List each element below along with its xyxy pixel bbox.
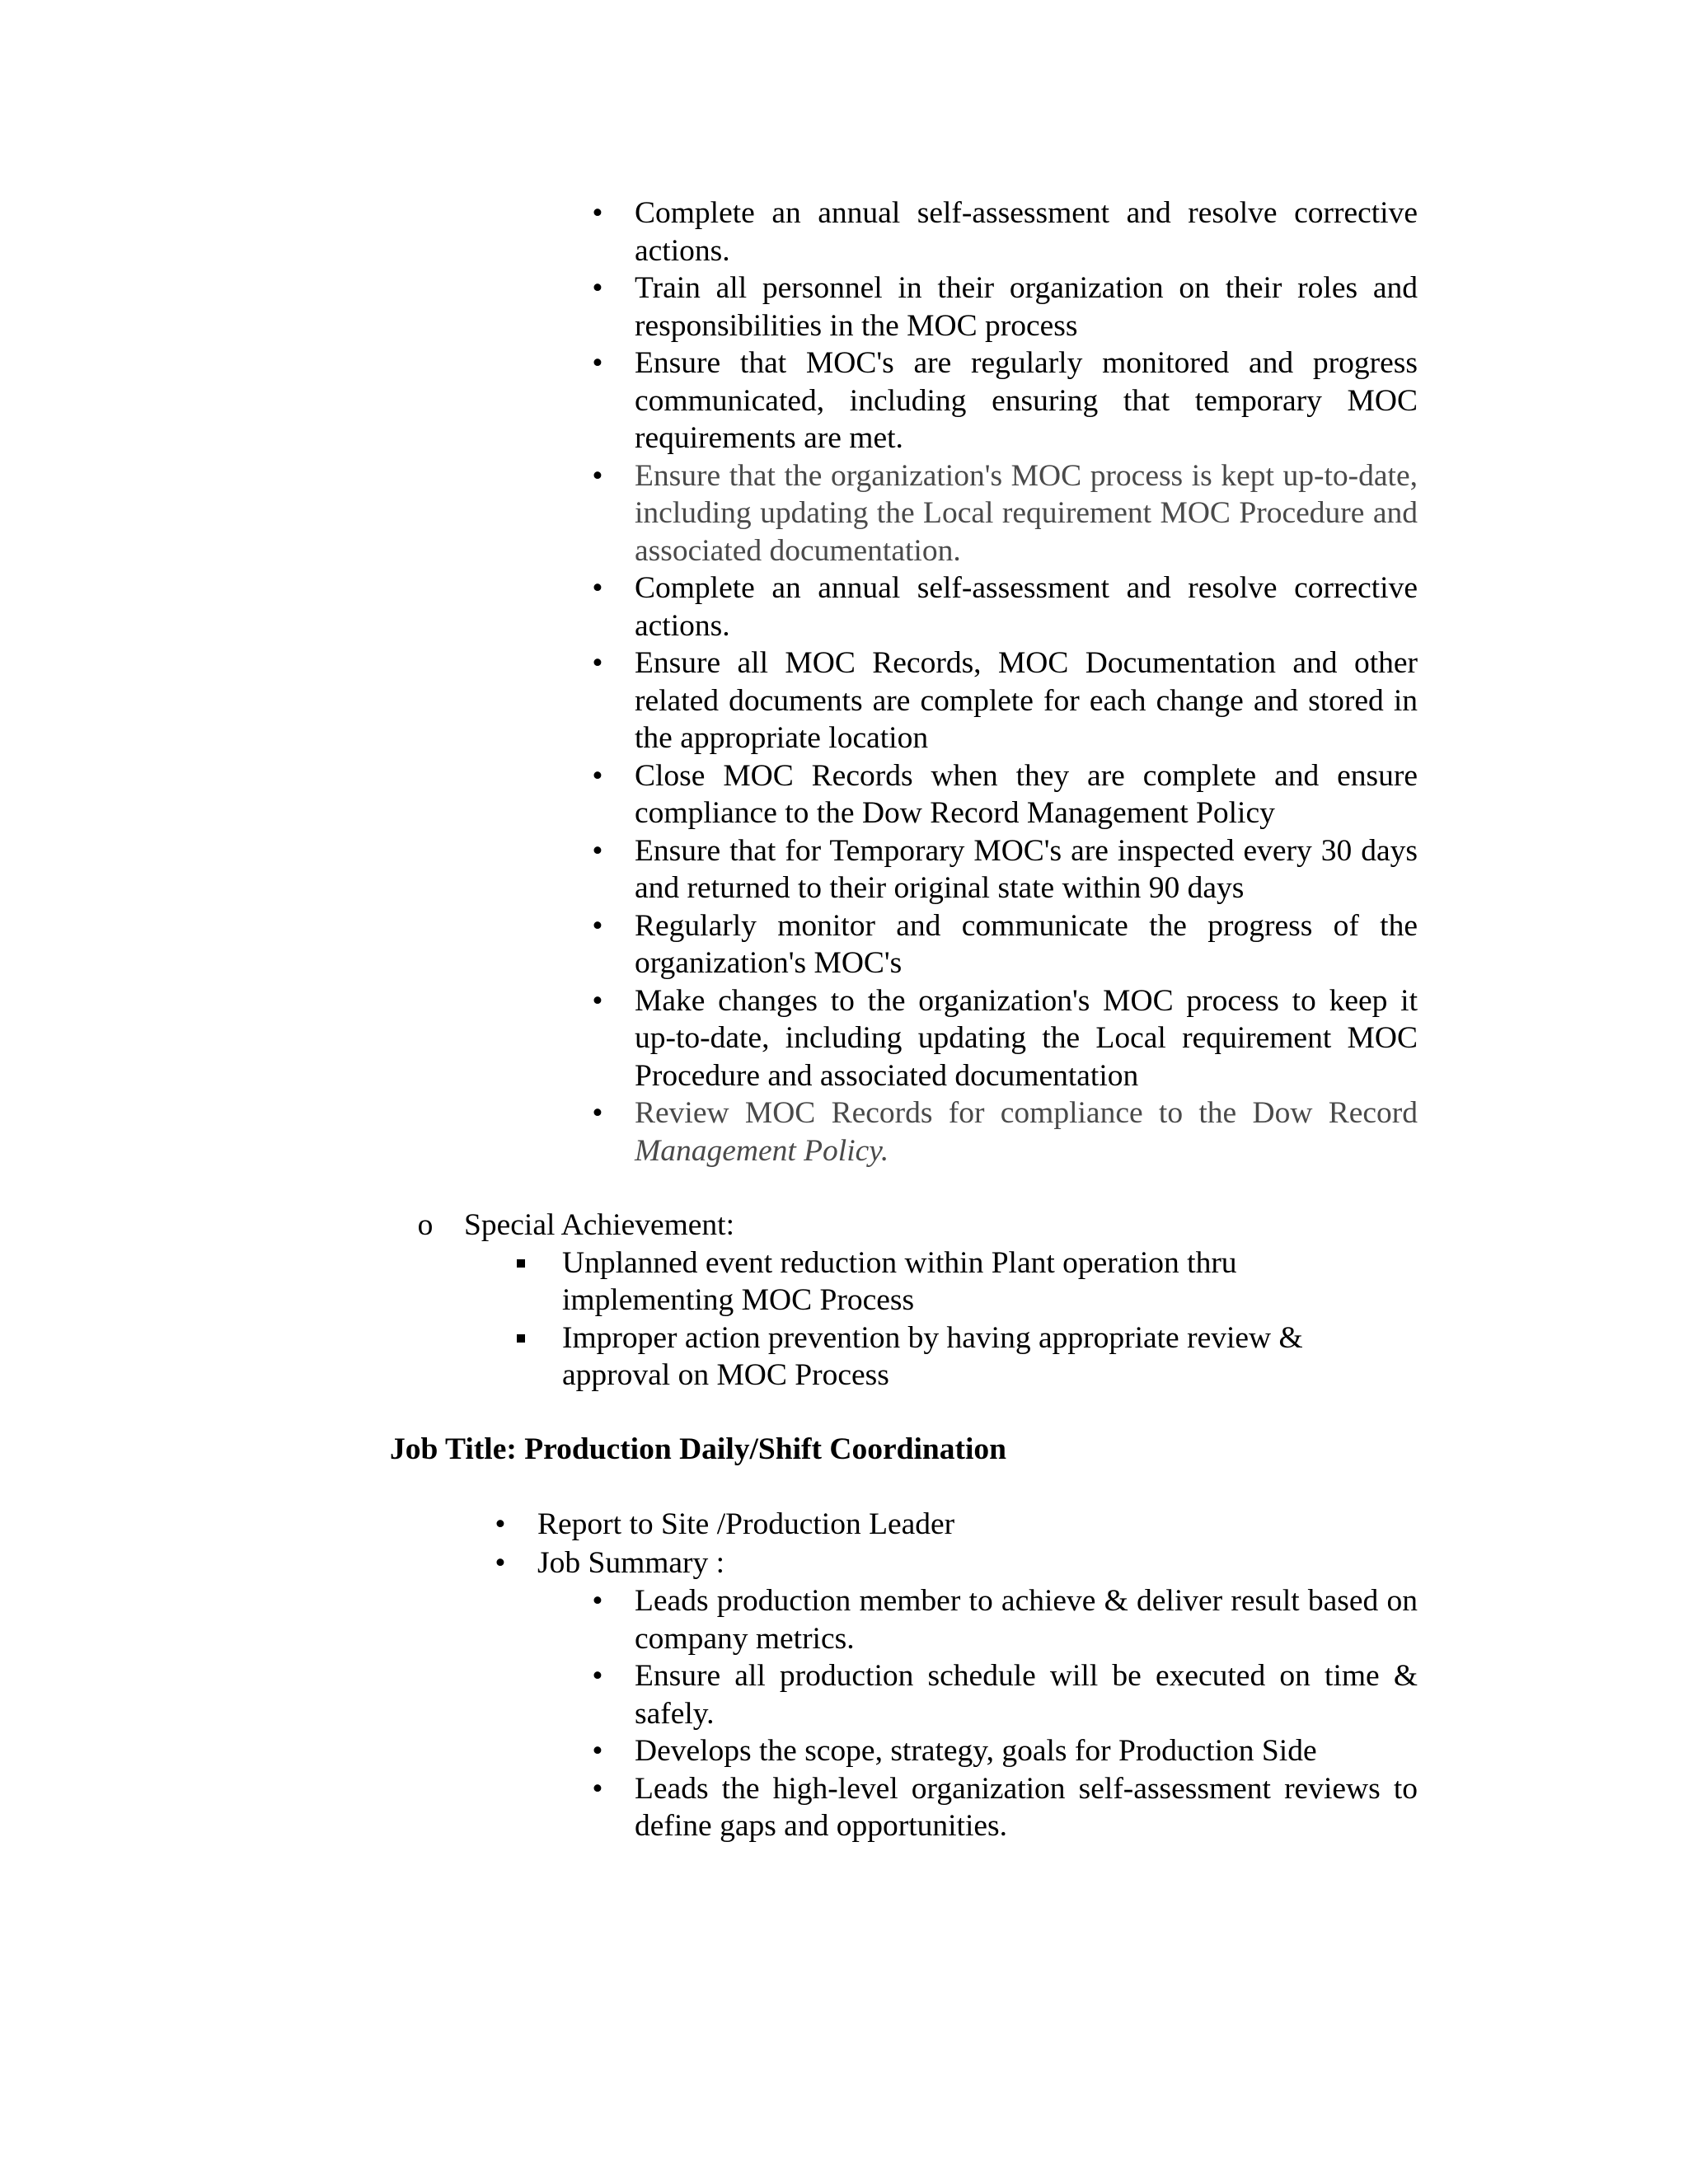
list-item: • Regularly monitor and communicate the progress of the organization's MOC's [635, 907, 1418, 982]
bullet-icon: • [592, 196, 603, 230]
job-title-heading: Job Title: Production Daily/Shift Coordination [390, 1432, 1007, 1466]
list-item: • Train all personnel in their organization on their roles and responsibilities in the MOC process [635, 269, 1418, 344]
list-item: • Ensure that MOC's are regularly monitored and progress communicated, including ensuring that temporary MOC requirements are met. [635, 344, 1418, 457]
special-achievement-section [417, 1207, 1371, 1244]
list-item: Unplanned event reduction within Plant operation thru implementing MOC Process [562, 1244, 1386, 1319]
circle-bullet-icon: o [417, 1208, 434, 1242]
bullet-icon: • [592, 271, 603, 305]
bullet-icon: • [495, 1546, 506, 1580]
square-bullet-icon [517, 1334, 525, 1343]
list-item: • Ensure that the organization's MOC process is kept up-to-date, including updating the Local requirement MOC Procedure and associated documentation. [635, 457, 1418, 570]
bullet-icon: • [592, 1096, 603, 1130]
bullet-icon: • [495, 1507, 506, 1541]
responsibilities-list [592, 194, 1418, 1169]
job-summary-list [592, 1582, 1418, 1845]
job-overview-list [495, 1506, 1362, 1582]
bullet-icon: • [592, 1734, 603, 1768]
bullet-icon: • [592, 983, 603, 1018]
list-item: Improper action prevention by having appropriate review & approval on MOC Process [562, 1319, 1386, 1394]
list-item: • Leads production member to achieve & deliver result based on company metrics. [635, 1582, 1418, 1657]
list-item: • Develops the scope, strategy, goals for Production Side [635, 1732, 1418, 1770]
list-item: • Complete an annual self-assessment and resolve corrective actions. [635, 569, 1418, 644]
list-item: • Complete an annual self-assessment and resolve corrective actions. [635, 194, 1418, 269]
bullet-icon: • [592, 908, 603, 943]
list-item: • Close MOC Records when they are complete and ensure compliance to the Dow Record Management Policy [635, 757, 1418, 832]
bullet-icon: • [592, 1771, 603, 1806]
bullet-icon: • [592, 1659, 603, 1693]
list-item: • Report to Site /Production Leader [537, 1506, 1362, 1544]
list-item: • Ensure all MOC Records, MOC Documentation and other related documents are complete for each change and stored in the appropriate location [635, 644, 1418, 757]
special-achievement-list [562, 1244, 1386, 1394]
list-item: • Leads the high-level organization self-assessment reviews to define gaps and opportunities. [635, 1770, 1418, 1845]
list-item: • Make changes to the organization's MOC process to keep it up-to-date, including updating the Local requirement MOC Procedure and associated documentation [635, 982, 1418, 1095]
special-achievement-label: o Special Achievement: [464, 1207, 1371, 1244]
bullet-icon: • [592, 1584, 603, 1618]
list-item: • Ensure all production schedule will be executed on time & safely. [635, 1657, 1418, 1732]
bullet-icon: • [592, 758, 603, 793]
bullet-icon: • [592, 833, 603, 868]
list-item: • Review MOC Records for compliance to the Dow Record Management Policy. [635, 1094, 1418, 1169]
list-item: • Job Summary : [537, 1544, 1362, 1582]
bullet-icon: • [592, 346, 603, 380]
bullet-icon: • [592, 646, 603, 680]
square-bullet-icon [517, 1259, 525, 1268]
list-item: • Ensure that for Temporary MOC's are inspected every 30 days and returned to their original state within 90 days [635, 832, 1418, 907]
bullet-icon: • [592, 571, 603, 605]
bullet-icon: • [592, 458, 603, 493]
